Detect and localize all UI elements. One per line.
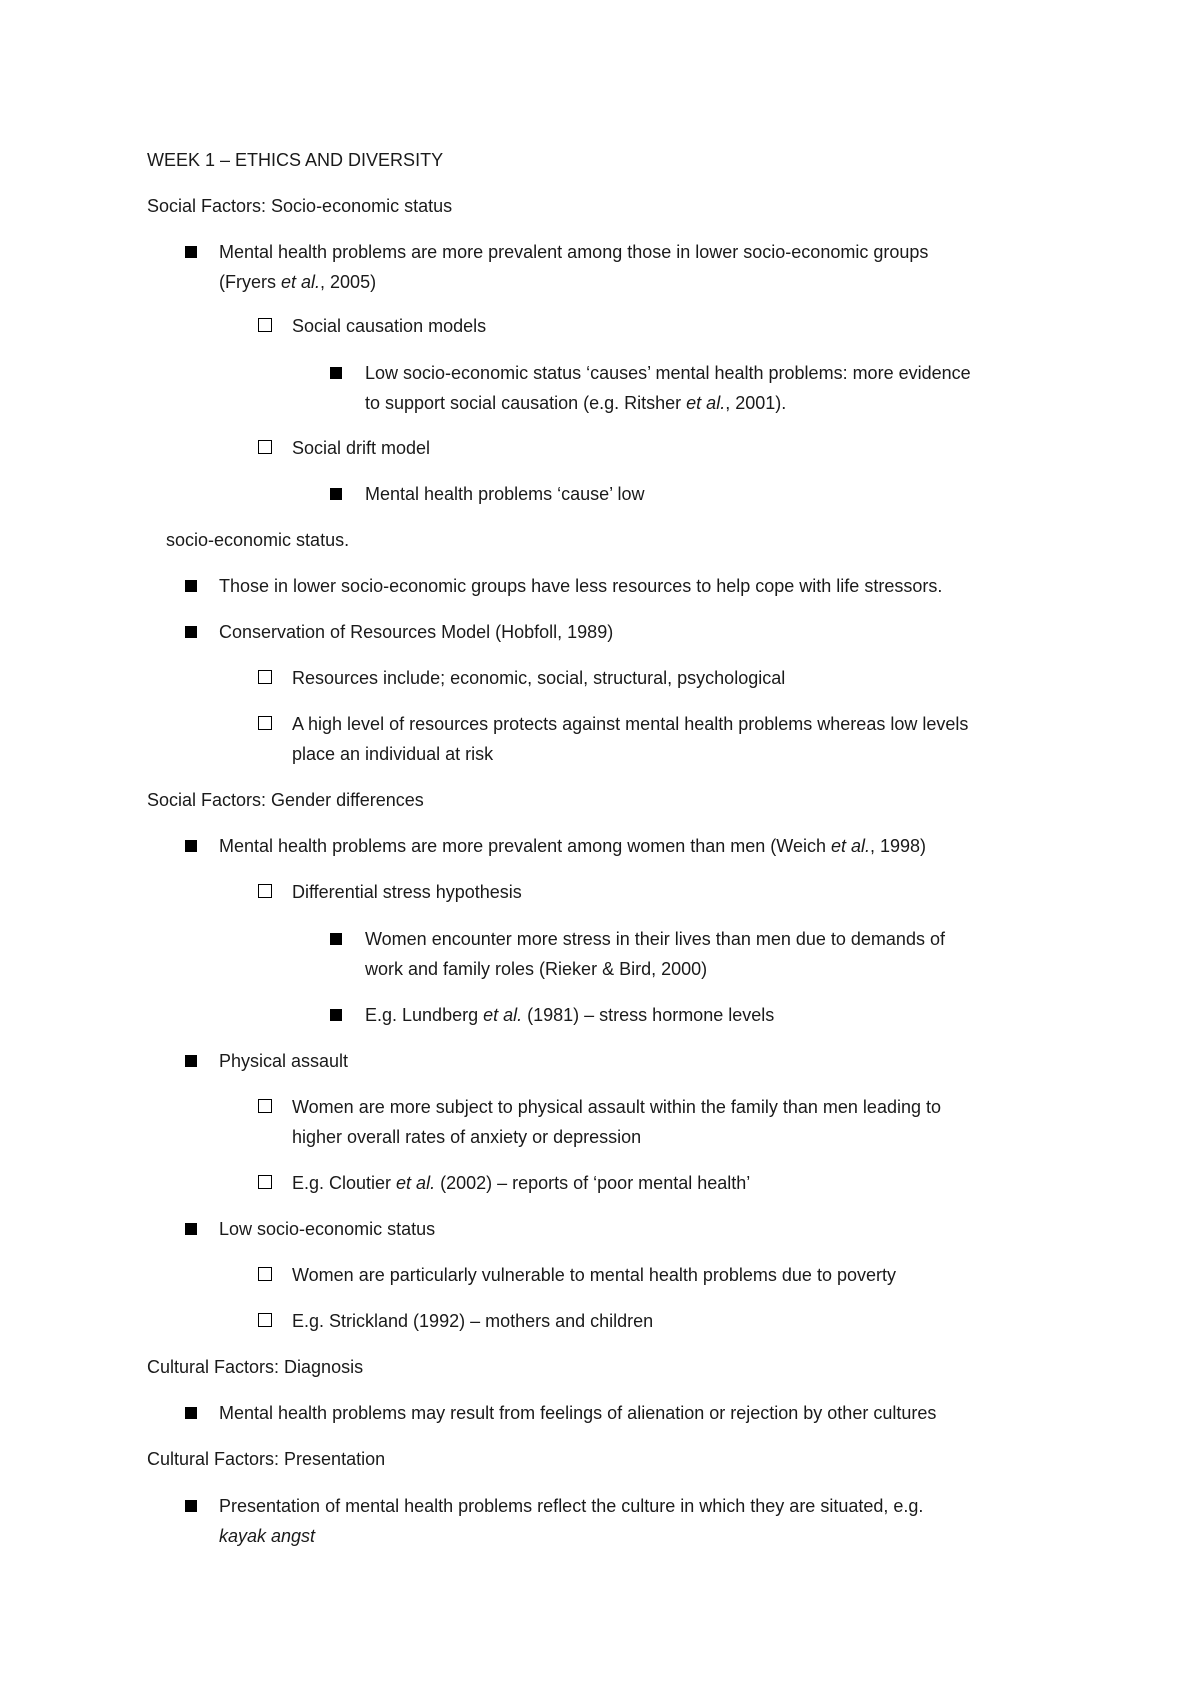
list-item-continuation: place an individual at risk	[292, 744, 494, 764]
list-item-continuation: kayak angst	[219, 1526, 316, 1546]
open-square-bullet-icon	[258, 1313, 272, 1327]
open-square-bullet-icon	[258, 440, 272, 454]
list-item-continuation: higher overall rates of anxiety or depression	[292, 1127, 642, 1147]
open-square-bullet-icon	[258, 716, 272, 730]
filled-square-bullet-icon	[185, 580, 197, 592]
open-square-bullet-icon	[258, 318, 272, 332]
list-item: Women are more subject to physical assault within the family than men leading to	[292, 1097, 941, 1117]
filled-square-bullet-icon	[185, 626, 197, 638]
section-heading: Social Factors: Gender differences	[147, 790, 424, 810]
list-item: Social drift model	[292, 438, 431, 458]
list-item: Conservation of Resources Model (Hobfoll, 1989)	[219, 622, 614, 642]
open-square-bullet-icon	[258, 1175, 272, 1189]
list-item-continuation: socio-economic status.	[166, 530, 350, 550]
filled-square-bullet-icon	[185, 1407, 197, 1419]
filled-square-bullet-icon	[185, 1223, 197, 1235]
list-item: Low socio-economic status	[219, 1219, 436, 1239]
filled-square-bullet-icon	[185, 1500, 197, 1512]
list-item: Social causation models	[292, 316, 487, 336]
list-item: Women are particularly vulnerable to mental health problems due to poverty	[292, 1265, 896, 1285]
filled-square-bullet-icon	[185, 246, 197, 258]
open-square-bullet-icon	[258, 884, 272, 898]
section-heading: Social Factors: Socio-economic status	[147, 196, 453, 216]
page-title: WEEK 1 – ETHICS AND DIVERSITY	[147, 150, 444, 170]
list-item: Mental health problems ‘cause’ low	[365, 484, 645, 504]
list-item: Those in lower socio-economic groups have less resources to help cope with life stressors.	[219, 576, 943, 596]
list-item: Mental health problems are more prevalent among women than men (Weich et al., 1998)	[219, 836, 927, 856]
list-item-continuation: (Fryers et al., 2005)	[219, 272, 377, 292]
filled-square-bullet-icon	[330, 1009, 342, 1021]
list-item-continuation: to support social causation (e.g. Ritsher et al., 2001).	[365, 393, 787, 413]
filled-square-bullet-icon	[330, 933, 342, 945]
list-item: Mental health problems are more prevalent among those in lower socio-economic groups	[219, 242, 929, 262]
list-item: Resources include; economic, social, structural, psychological	[292, 668, 786, 688]
list-item: A high level of resources protects against mental health problems whereas low levels	[292, 714, 969, 734]
list-item: Differential stress hypothesis	[292, 882, 522, 902]
open-square-bullet-icon	[258, 670, 272, 684]
list-item: E.g. Strickland (1992) – mothers and children	[292, 1311, 654, 1331]
section-heading: Cultural Factors: Diagnosis	[147, 1357, 364, 1377]
filled-square-bullet-icon	[185, 840, 197, 852]
list-item: Physical assault	[219, 1051, 349, 1071]
open-square-bullet-icon	[258, 1267, 272, 1281]
list-item: E.g. Cloutier et al. (2002) – reports of ‘poor mental health’	[292, 1173, 751, 1193]
list-item: Women encounter more stress in their lives than men due to demands of	[365, 929, 945, 949]
list-item: E.g. Lundberg et al. (1981) – stress hormone levels	[365, 1005, 775, 1025]
list-item-continuation: work and family roles (Rieker & Bird, 2000)	[365, 959, 708, 979]
open-square-bullet-icon	[258, 1099, 272, 1113]
filled-square-bullet-icon	[185, 1055, 197, 1067]
list-item: Presentation of mental health problems reflect the culture in which they are situated, e.g.	[219, 1496, 924, 1516]
filled-square-bullet-icon	[330, 488, 342, 500]
filled-square-bullet-icon	[330, 367, 342, 379]
list-item: Mental health problems may result from feelings of alienation or rejection by other cultures	[219, 1403, 937, 1423]
list-item: Low socio-economic status ‘causes’ mental health problems: more evidence	[365, 363, 971, 383]
section-heading: Cultural Factors: Presentation	[147, 1449, 386, 1469]
